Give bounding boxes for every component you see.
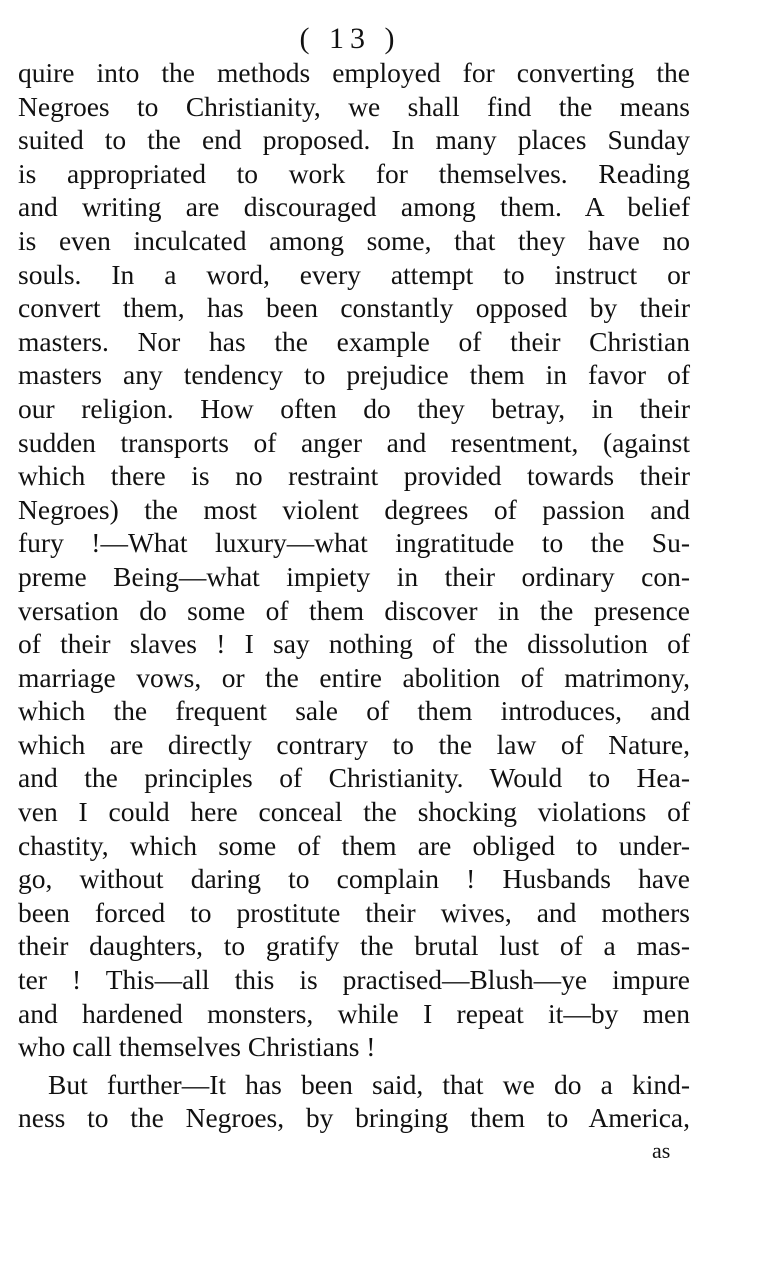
text-line: marriage vows, or the entire abolition of matrimony, bbox=[18, 661, 690, 693]
text-line: been forced to prostitute their wives, and mothers bbox=[18, 896, 690, 928]
text-line: of their slaves ! I say nothing of the dissolution of bbox=[18, 628, 690, 660]
text-line: ter ! This—all this is practised—Blush—ye impure bbox=[18, 964, 690, 996]
text-line: sudden transports of anger and resentment, (against bbox=[18, 426, 690, 458]
text-line: and the principles of Christianity. Would to Hea- bbox=[18, 762, 690, 794]
text-line: and hardened monsters, while I repeat it—by men bbox=[18, 997, 690, 1029]
text-line: convert them, has been constantly opposed by their bbox=[18, 292, 690, 324]
page-number: ( 13 ) bbox=[299, 22, 401, 55]
text-line: is even inculcated among some, that they have no bbox=[18, 224, 690, 256]
text-line: masters. Nor has the example of their Christian bbox=[18, 325, 690, 357]
text-line: But further—It has been said, that we do a kind- bbox=[48, 1068, 690, 1100]
text-line: our religion. How often do they betray, in their bbox=[18, 392, 690, 424]
text-line: versation do some of them discover in the presence bbox=[18, 594, 690, 626]
catchword: as bbox=[652, 1138, 671, 1163]
text-line: is appropriated to work for themselves. Reading bbox=[18, 157, 690, 189]
text-line: Negroes to Christianity, we shall find the means bbox=[18, 90, 690, 122]
text-line: souls. In a word, every attempt to instruct or bbox=[18, 258, 690, 290]
text-line: which there is no restraint provided towards their bbox=[18, 460, 690, 492]
paragraph-1 bbox=[18, 56, 690, 1064]
text-line: fury !—What luxury—what ingratitude to the Su- bbox=[18, 527, 690, 559]
text-line: chastity, which some of them are obliged to under- bbox=[18, 829, 690, 861]
text-line: ven I could here conceal the shocking violations of bbox=[18, 796, 690, 828]
text-line: and writing are discouraged among them. A belief bbox=[18, 191, 690, 223]
text-line: preme Being—what impiety in their ordinary con- bbox=[18, 560, 690, 592]
text-line: who call themselves Christians ! bbox=[18, 1031, 376, 1063]
paragraph-2 bbox=[18, 1068, 690, 1135]
text-line: ness to the Negroes, by bringing them to America, bbox=[18, 1102, 690, 1134]
text-line: quire into the methods employed for converting the bbox=[18, 57, 690, 88]
text-line: which the frequent sale of them introduces, and bbox=[18, 695, 690, 727]
text-line: go, without daring to complain ! Husbands have bbox=[18, 863, 690, 895]
text-line: Negroes) the most violent degrees of passion and bbox=[18, 493, 690, 525]
body-text bbox=[18, 56, 690, 1135]
text-line: their daughters, to gratify the brutal lust of a mas- bbox=[18, 930, 690, 962]
text-line: which are directly contrary to the law of Nature, bbox=[18, 728, 690, 760]
text-line: suited to the end proposed. In many places Sunday bbox=[18, 124, 690, 156]
text-line: masters any tendency to prejudice them in favor of bbox=[18, 359, 690, 391]
